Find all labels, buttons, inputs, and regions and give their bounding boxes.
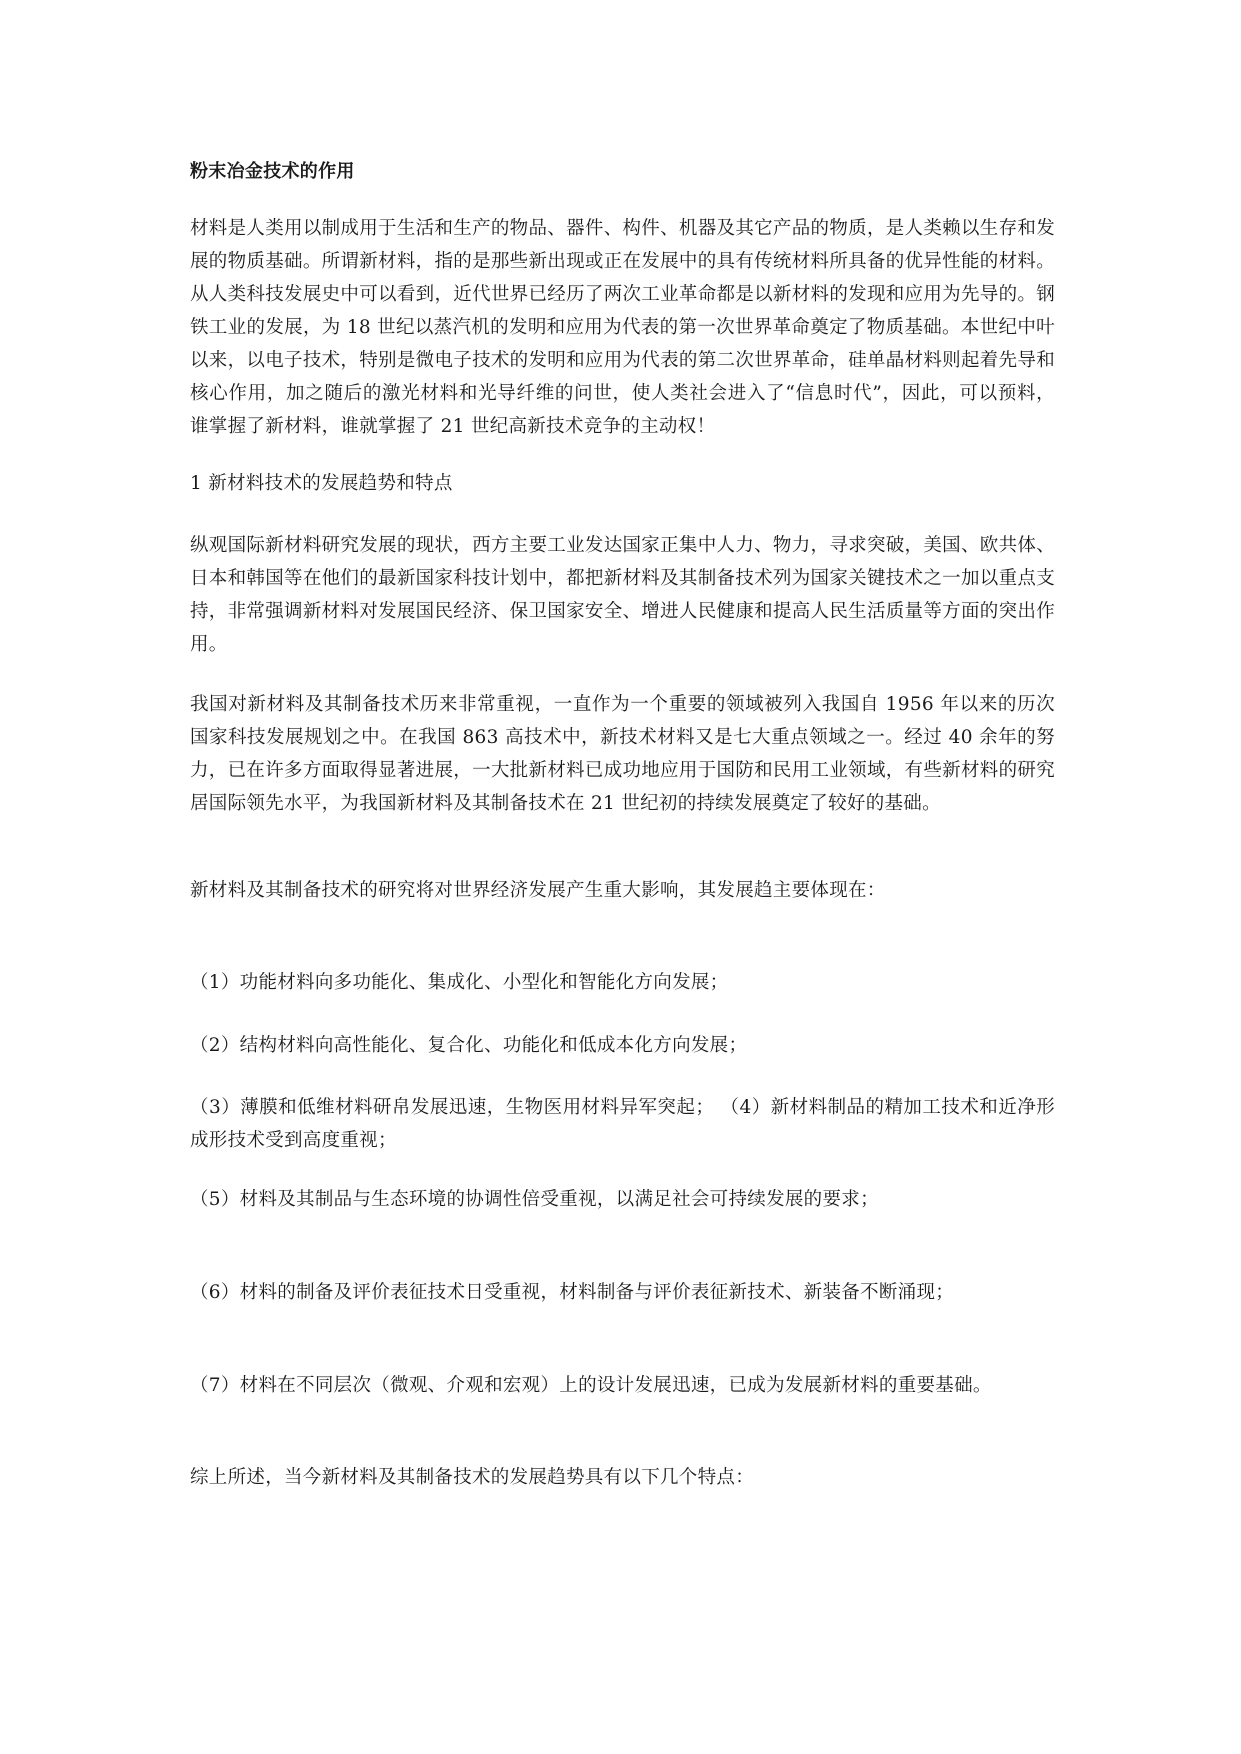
paragraph-international: 纵观国际新材料研究发展的现状，西方主要工业发达国家正集中人力、物力，寻求突破，美国、欧共体、日本和韩国等在他们的最新国家科技计划中，都把新材料及其制备技术列为国家关键技术之一加以重点支持，非常强调新材料对发展国民经济、保卫国家安全、增进人民健康和提高人民生活质量等方面的突出作用。 [190, 535, 1055, 655]
list-item-6: （6）材料的制备及评价表征技术日受重视，材料制备与评价表征新技术、新装备不断涌现； [190, 1282, 955, 1303]
paragraph-intro: 材料是人类用以制成用于生活和生产的物品、器件、构件、机器及其它产品的物质，是人类赖以生存和发展的物质基础。所谓新材料，指的是那些新出现或正在发展中的具有传统材料所具备的优异性能的材料。从人类科技发展史中可以看到，近代世界已经历了两次工业革命都是以新材料的发现和应用为先导的。钢铁工业的发展，为 18 世纪以蒸汽机的发明和应用为代表的第一次世界革命奠定了物质基础。本世纪中叶以来，以电子技术，特别是微电子技术的发明和应用为代表的第二次世界革命，硅单晶材料则起着先导和核心作用，加之随后的激光材料和光导纤维的问世，使人类社会进入了“信息时代”，因此，可以预料，谁掌握了新材料，谁就掌握了 21 世纪高新技术竞争的主动权！ [190, 218, 1055, 437]
list-item-1: （1）功能材料向多功能化、集成化、小型化和智能化方向发展； [190, 972, 729, 993]
list-item-7: （7）材料在不同层次（微观、介观和宏观）上的设计发展迅速，已成为发展新材料的重要基础。 [190, 1375, 992, 1396]
list-item-5: （5）材料及其制品与生态环境的协调性倍受重视，以满足社会可持续发展的要求； [190, 1189, 879, 1210]
section-heading: 1 新材料技术的发展趋势和特点 [190, 473, 453, 494]
paragraph-china: 我国对新材料及其制备技术历来非常重视，一直作为一个重要的领域被列入我国自 1956 年以来的历次国家科技发展规划之中。在我国 863 高技术中，新技术材料又是七大重点领域之一。经过 40 余年的努力，已在许多方面取得显著进展，一大批新材料已成功地应用于国防和民用工业领域，有些新材料的研究居国际领先水平，为我国新材料及其制备技术在 21 世纪初的持续发展奠定了较好的基础。 [190, 694, 1055, 814]
document-title: 粉末冶金技术的作用 [190, 161, 355, 182]
list-item-3-4: （3）薄膜和低维材料研帛发展迅速，生物医用材料异军突起； （4）新材料制品的精加工技术和近净形成形技术受到高度重视； [190, 1097, 1055, 1151]
list-item-2: （2）结构材料向高性能化、复合化、功能化和低成本化方向发展； [190, 1035, 748, 1056]
paragraph-summary: 综上所述，当今新材料及其制备技术的发展趋势具有以下几个特点： [190, 1467, 755, 1488]
paragraph-trends-intro: 新材料及其制备技术的研究将对世界经济发展产生重大影响，其发展趋主要体现在： [190, 880, 886, 901]
